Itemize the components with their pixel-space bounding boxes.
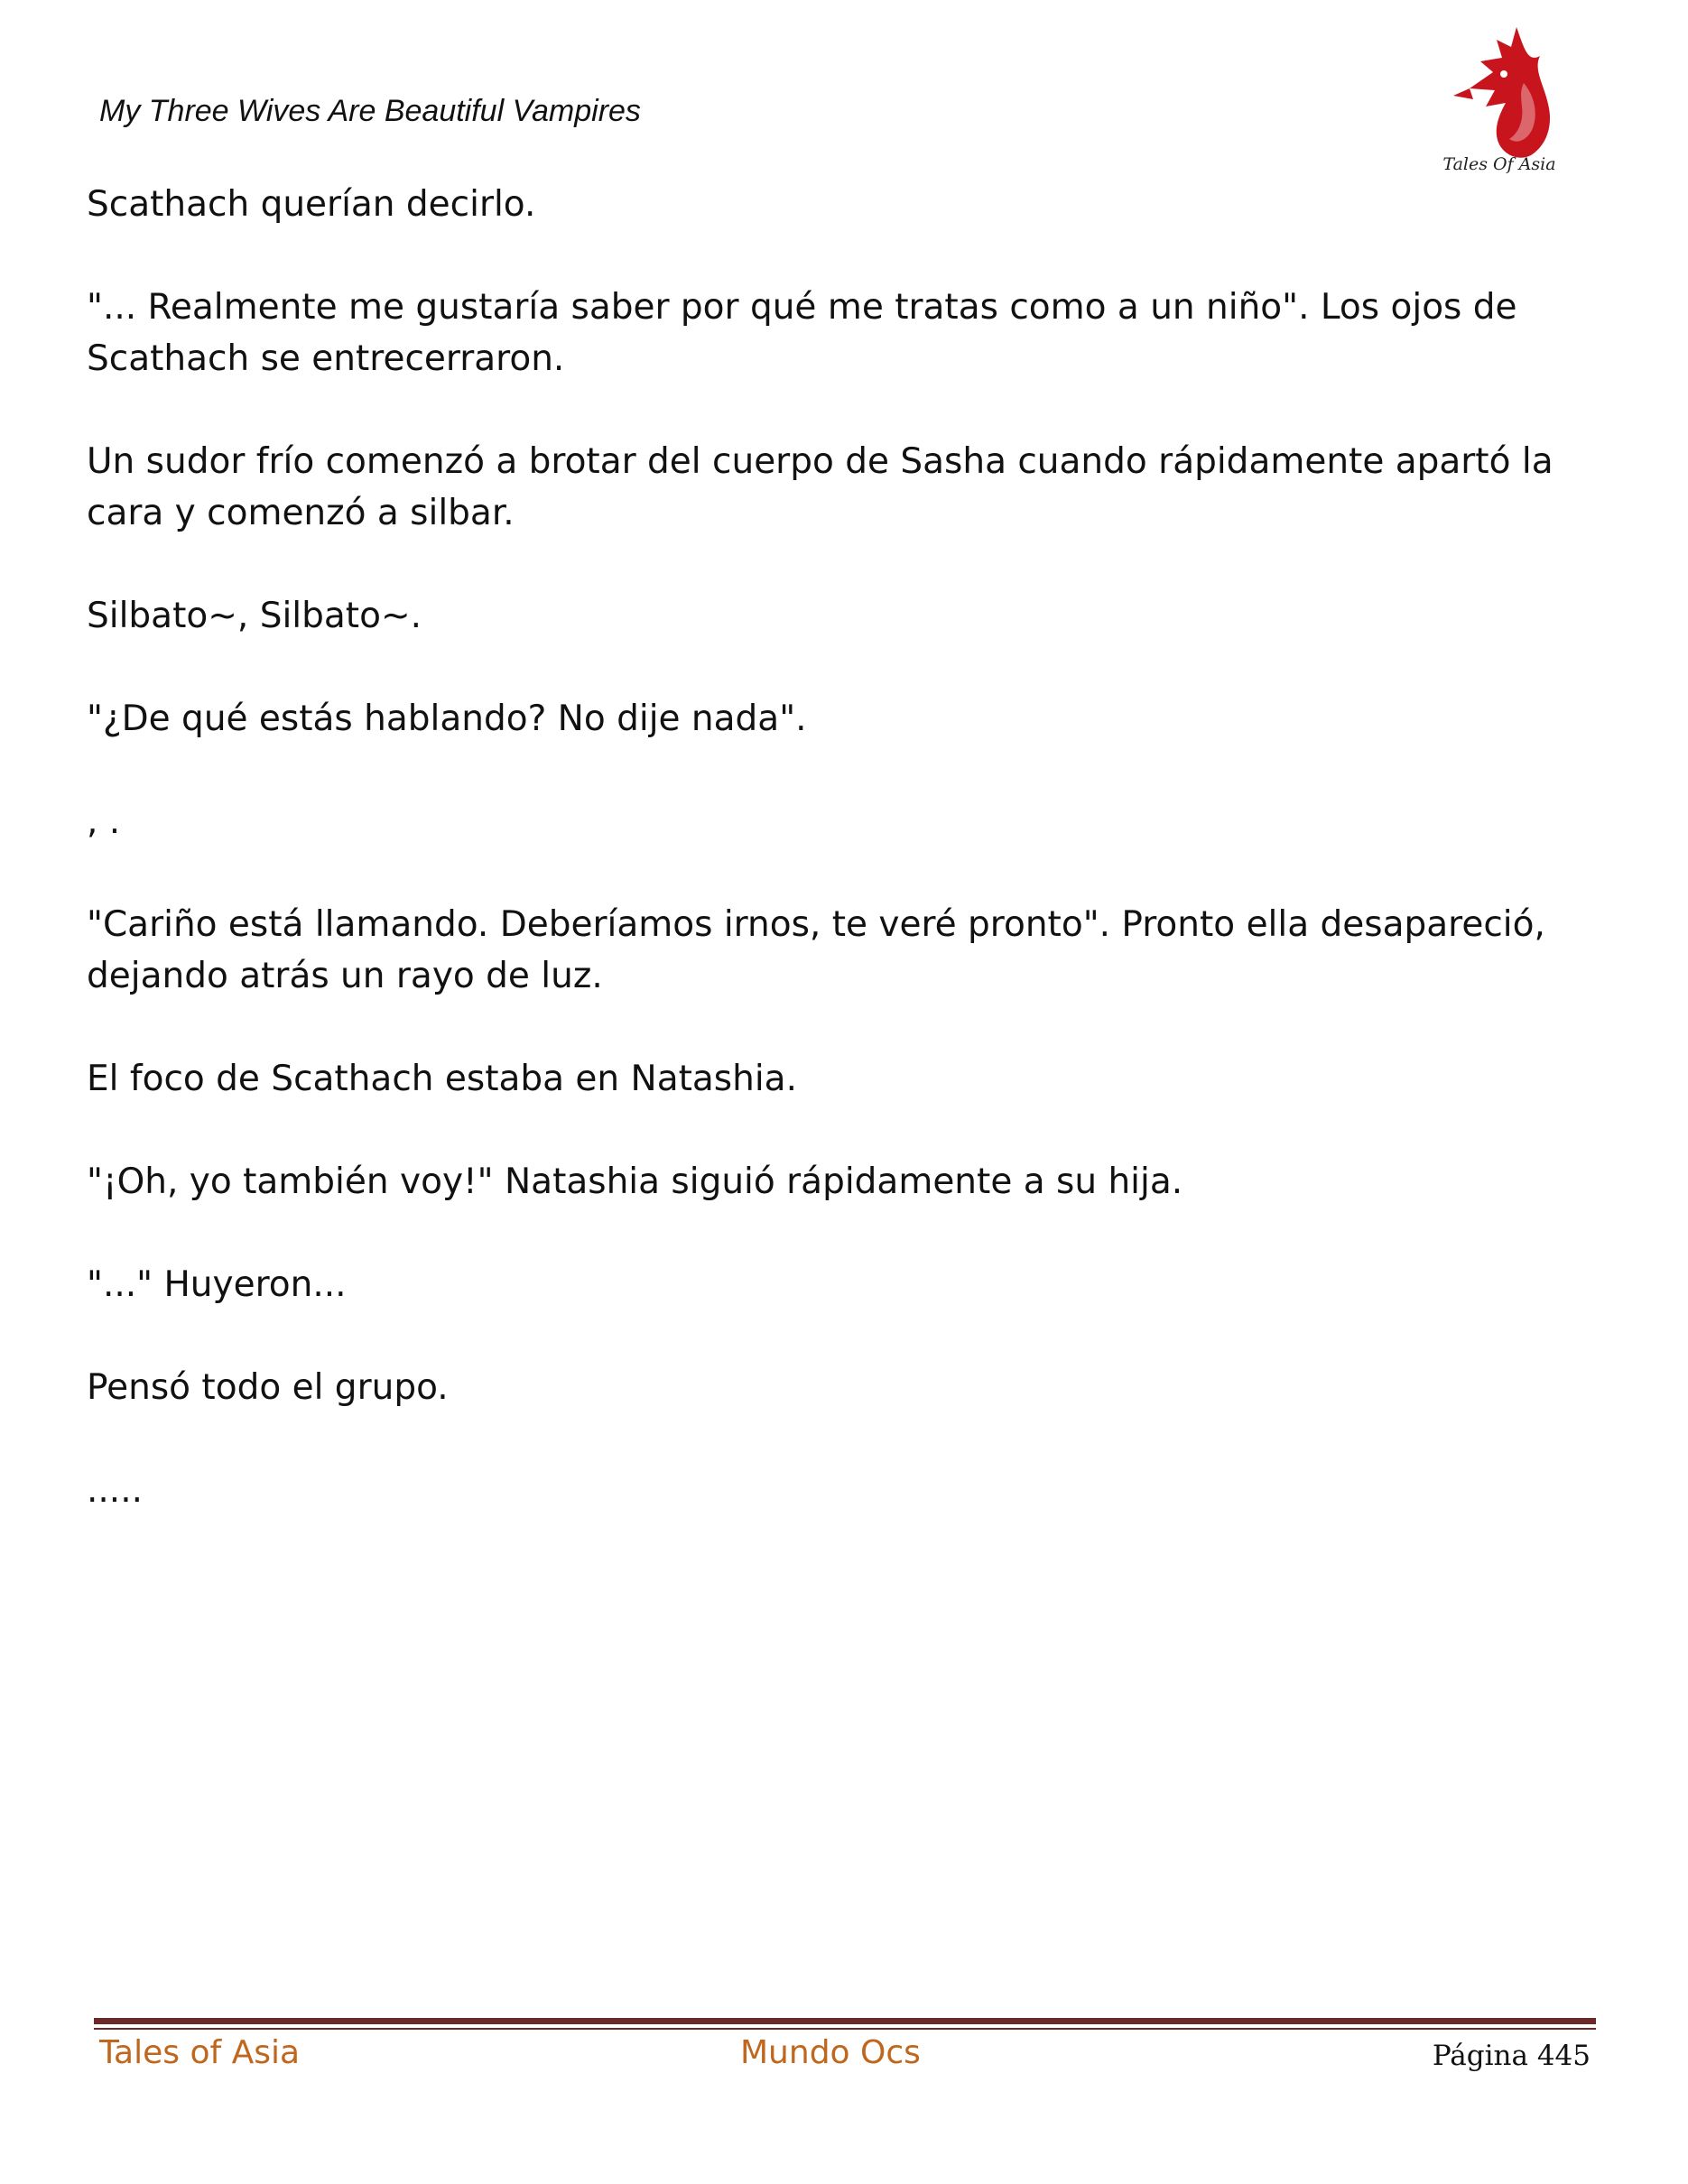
paragraph: "... Realmente me gustaría saber por qué me tratas como a un niño". Los ojos de Scathach se entrecerraron. xyxy=(87,287,1517,379)
body-text xyxy=(87,179,1603,1568)
footer-section-name: Mundo Ocs xyxy=(740,2034,921,2071)
page-number: Página 445 xyxy=(1432,2040,1591,2072)
paragraph: Silbato~, Silbato~. xyxy=(87,596,422,636)
paragraph: Un sudor frío comenzó a brotar del cuerpo de Sasha cuando rápidamente apartó la cara y comenzó a silbar. xyxy=(87,441,1554,533)
paragraph: "..." Huyeron... xyxy=(87,1264,347,1305)
footer-site-name: Tales of Asia xyxy=(99,2034,301,2071)
tales-of-asia-logo xyxy=(1433,20,1565,182)
paragraph: El foco de Scathach estaba en Natashia. xyxy=(87,1059,797,1099)
paragraph: , . xyxy=(87,801,121,842)
paragraph: Scathach querían decirlo. xyxy=(87,184,536,225)
paragraph: ..... xyxy=(87,1470,143,1511)
paragraph: "¿De qué estás hablando? No dije nada". xyxy=(87,699,807,739)
paragraph: "¡Oh, yo también voy!" Natashia siguió rápidamente a su hija. xyxy=(87,1161,1183,1202)
paragraph: "Cariño está llamando. Deberíamos irnos, te veré pronto". Pronto ella desapareció, dejando atrás un rayo de luz. xyxy=(87,904,1545,996)
logo-text: Tales Of Asia xyxy=(1442,154,1556,174)
dragon-logo-icon xyxy=(1433,20,1565,182)
paragraph: Pensó todo el grupo. xyxy=(87,1367,449,1408)
header-title: My Three Wives Are Beautiful Vampires xyxy=(99,94,641,128)
footer-divider-thin xyxy=(94,2028,1596,2030)
footer-divider xyxy=(94,2018,1596,2024)
